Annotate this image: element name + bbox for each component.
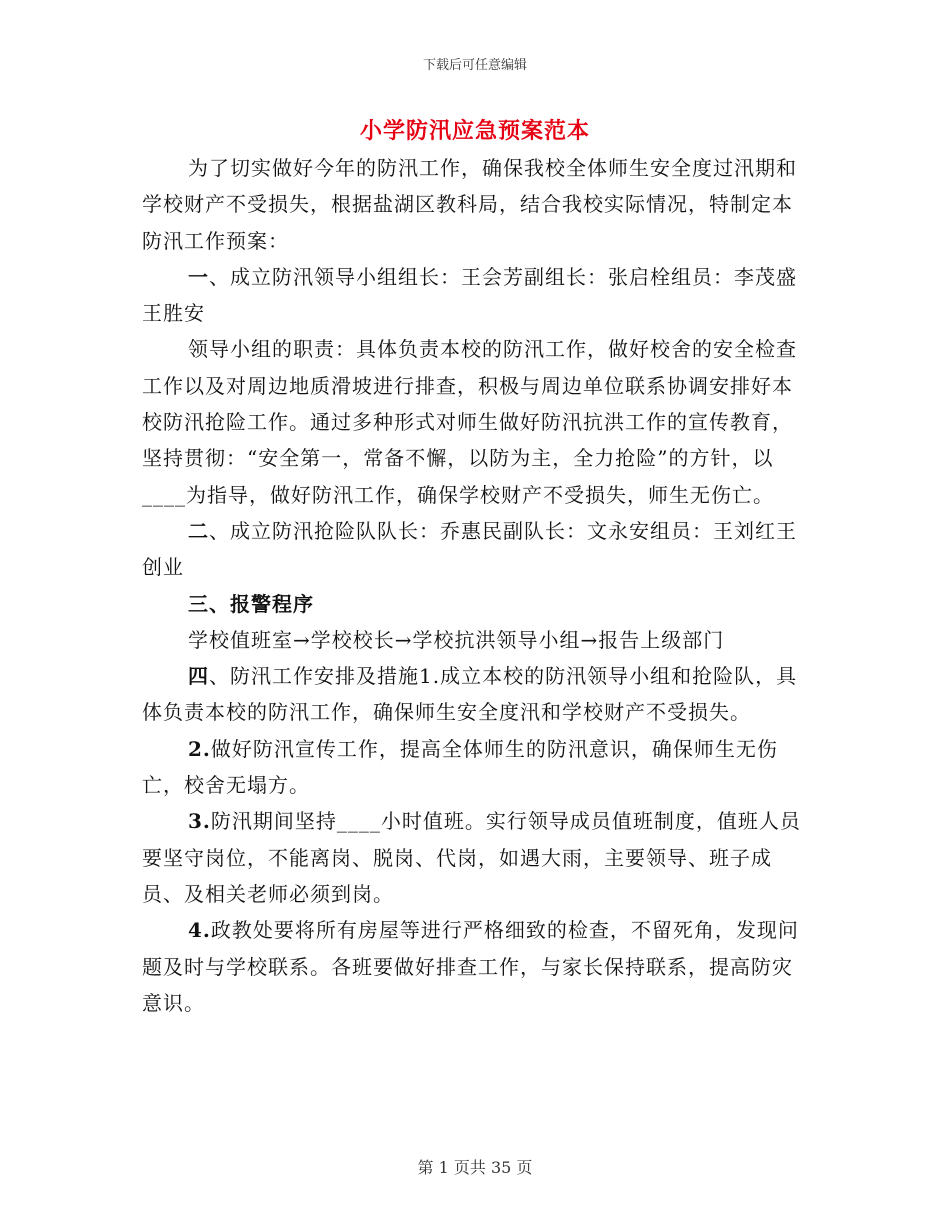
paragraph-alarm-procedure: 学校值班室→学校校长→学校抗洪领导小组→报告上级部门 [188,627,725,652]
paragraph-measures [142,658,810,731]
paragraph-text: 做好防汛宣传工作，提高全体师生的防汛意识，确保师生无伤亡，校舍无塌方。 [142,736,778,798]
paragraph-group-duties: 领导小组的职责：具体负责本校的防汛工作，做好校舍的安全检查工作以及对周边地质滑坡进行排查，积极与周边单位联系协调安排好本校防汛抢险工作。通过多种形式对师生做好防汛抗洪工作的宣传教育，坚持贯彻：“安全第一，常备不懈，以防为主，全力抢险”的方针，以____为指导，做好防汛工作，确保学校财产不受损失，师生无伤亡。 [142,337,797,507]
paragraph-item-3 [142,803,810,912]
page-footer: 第 1 页共 35 页 [417,1158,533,1177]
paragraph-item-2 [142,731,810,804]
section-number: 一 [188,264,209,289]
paragraph-text: 、成立防汛抢险队队长：乔惠民副队长：文永安组员：王刘红王创业 [142,518,797,580]
section-number: 四 [188,664,209,689]
paragraph-text: 防汛期间坚持____小时值班。实行领导成员值班制度，值班人员要坚守岗位，不能离岗、脱岗、代岗，如遇大雨，主要领导、班子成员、及相关老师必须到岗。 [142,809,801,906]
document-title: 小学防汛应急预案范本 [359,118,590,144]
document-body [142,150,810,1021]
section-number: 二 [188,518,209,543]
paragraph-item-4 [142,912,810,1021]
paragraph-leadership-group [142,259,810,332]
item-number: 2. [188,736,211,761]
paragraph-text: 、成立防汛领导小组组长：王会芳副组长：张启栓组员：李茂盛王胜安 [142,264,797,326]
paragraph-text: 、防汛工作安排及措施1.成立本校的防汛领导小组和抢险队，具体负责本校的防汛工作，确保师生安全度汛和学校财产不受损失。 [142,664,798,725]
item-number: 3. [188,809,211,834]
item-number: 4. [188,918,211,943]
paragraph-rescue-team [142,513,810,586]
paragraph-text: 政教处要将所有房屋等进行严格细致的检查，不留死角，发现问题及时与学校联系。各班要做好排查工作，与家长保持联系，提高防灾意识。 [142,918,799,1015]
section-heading-alarm: 三、报警程序 [188,591,314,616]
paragraph-intro: 为了切实做好今年的防汛工作，确保我校全体师生安全度过汛期和学校财产不受损失，根据盐湖区教科局，结合我校实际情况，特制定本防汛工作预案： [142,156,797,253]
page-header: 下载后可任意编辑 [422,58,527,73]
